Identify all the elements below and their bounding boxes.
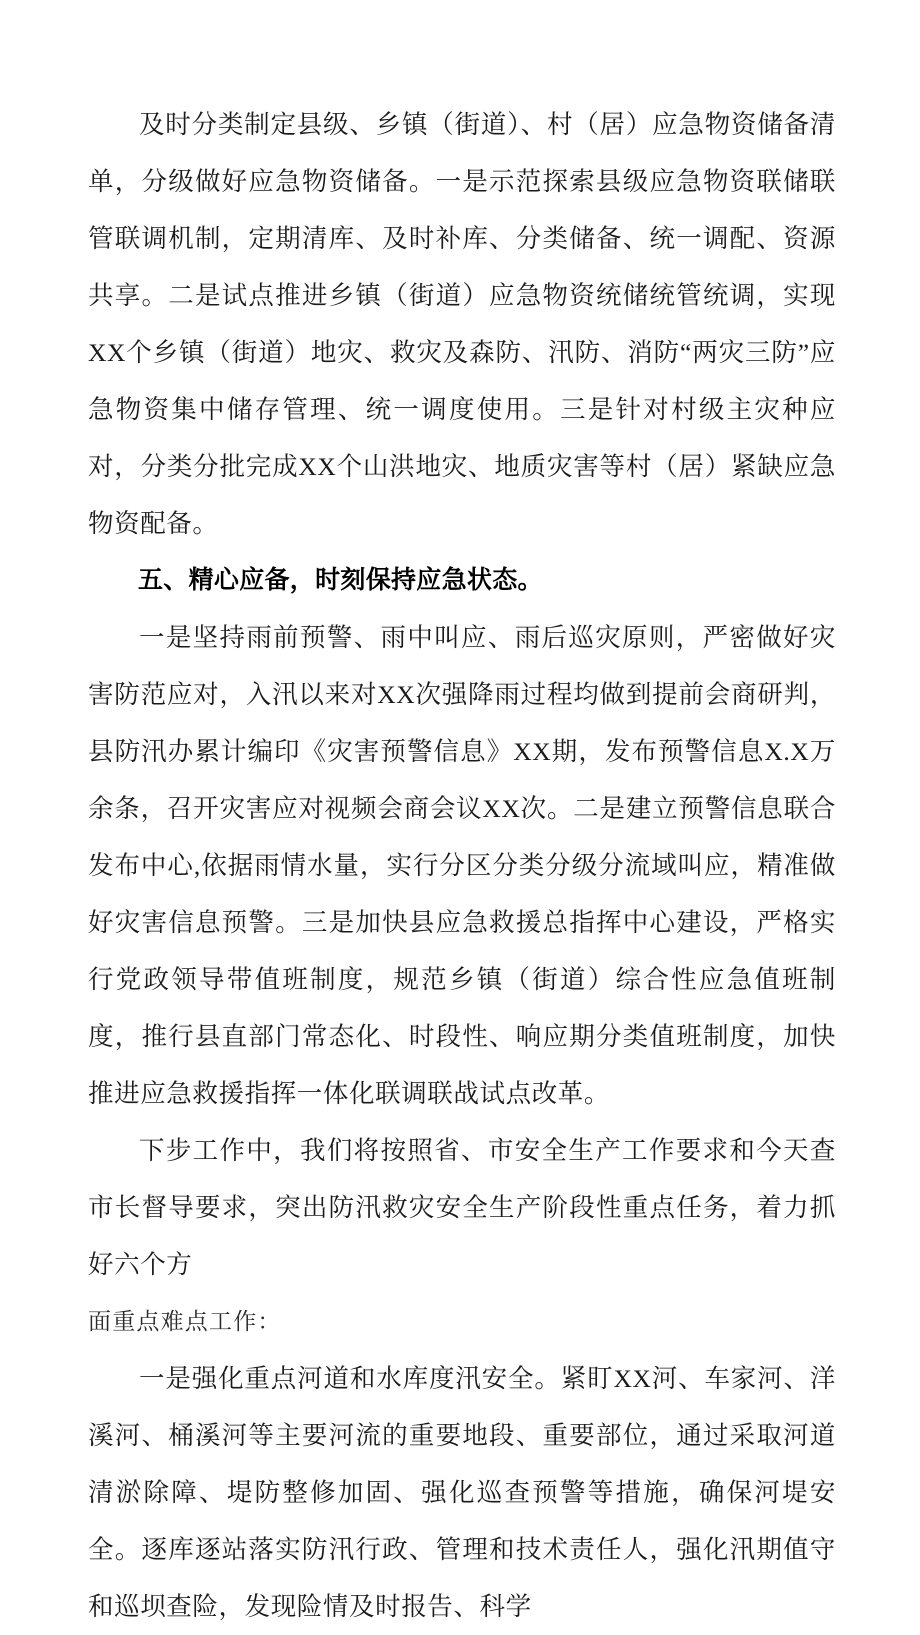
section-heading-five: 五、精心应备，时刻保持应急状态。	[138, 566, 543, 594]
paragraph-river-reservoir-safety: 一是强化重点河道和水库度汛安全。紧盯XX河、车家河、洋溪河、桶溪河等主要河流的重要地段、重要部位，通过采取河道清淤除障、堤防整修加固、强化巡查预警等措施，确保河堤安全。逐库逐站落实防汛行政、管理和技术责任人，强化汛期值守和巡坝查险，发现险情及时报告、科学	[88, 1364, 836, 1621]
line-key-difficult-work: 面重点难点工作：	[88, 1308, 282, 1334]
paragraph-next-steps: 下步工作中，我们将按照省、市安全生产工作要求和今天查市长督导要求，突出防汛救灾安全生产阶段性重点任务，着力抓好六个方	[88, 1136, 836, 1279]
paragraph-emergency-readiness: 一是坚持雨前预警、雨中叫应、雨后巡灾原则，严密做好灾害防范应对，入汛以来对XX次强降雨过程均做到提前会商研判，县防汛办累计编印《灾害预警信息》XX期，发布预警信息X.X万余条，召开灾害应对视频会商会议XX次。二是建立预警信息联合发布中心,依据雨情水量，实行分区分类分级分流域叫应，精准做好灾害信息预警。三是加快县应急救援总指挥中心建设，严格实行党政领导带值班制度，规范乡镇（街道）综合性应急值班制度，推行县直部门常态化、时段性、响应期分类值班制度，加快推进应急救援指挥一体化联调联战试点改革。	[88, 623, 836, 1108]
page-text-body	[88, 96, 836, 1635]
paragraph-materials-reserve: 及时分类制定县级、乡镇（街道）、村（居）应急物资储备清单，分级做好应急物资储备。一是示范探索县级应急物资联储联管联调机制，定期清库、及时补库、分类储备、统一调配、资源共享。二是试点推进乡镇（街道）应急物资统储统管统调，实现XX个乡镇（街道）地灾、救灾及森防、汛防、消防“两灾三防”应急物资集中储存管理、统一调度使用。三是针对村级主灾种应对，分类分批完成XX个山洪地灾、地质灾害等村（居）紧缺应急物资配备。	[88, 110, 836, 538]
